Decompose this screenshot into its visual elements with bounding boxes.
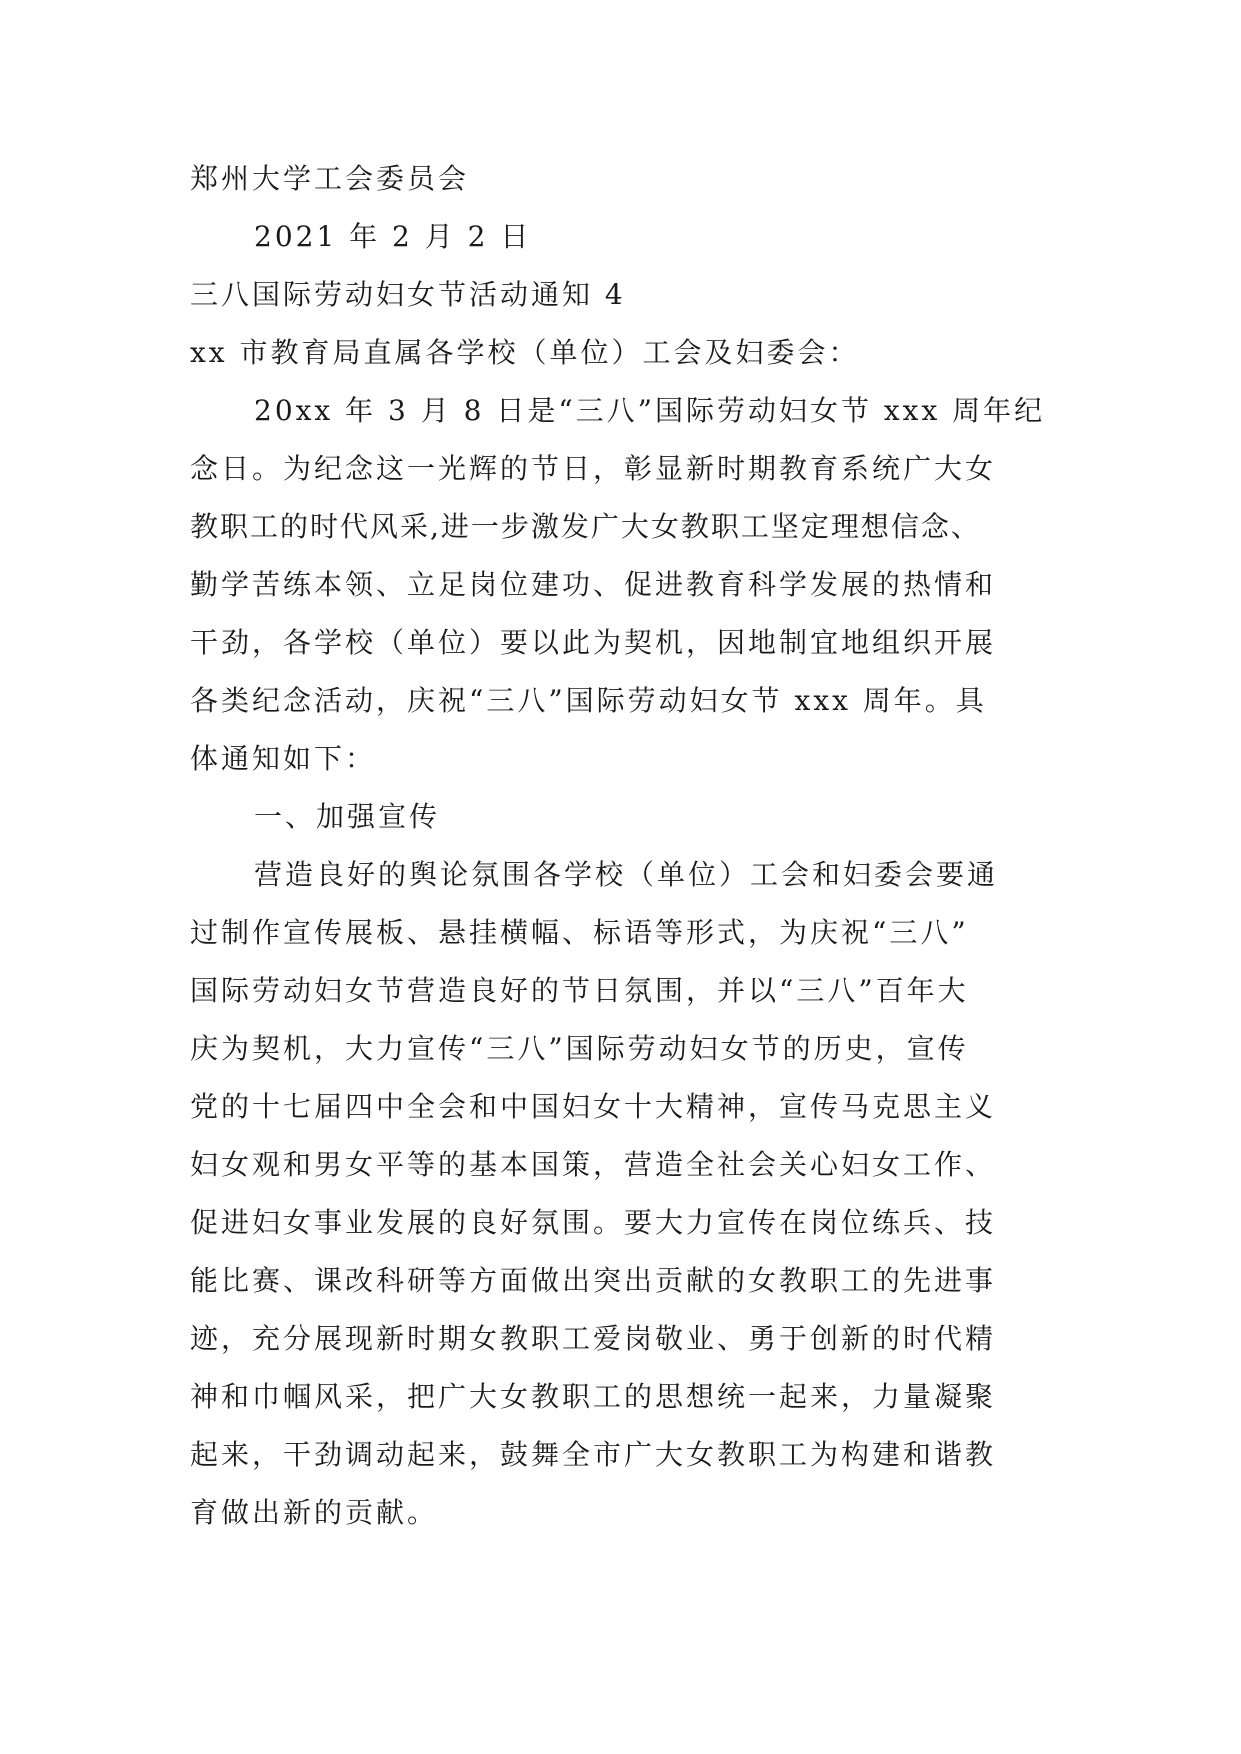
section-one-heading: 一、加强宣传 xyxy=(254,800,441,833)
paragraph-line: 念日。为纪念这一光辉的节日，彰显新时期教育系统广大女 xyxy=(190,452,997,485)
paragraph-line: 勤学苦练本领、立足岗位建功、促进教育科学发展的热情和 xyxy=(190,568,997,601)
addressee-line: xx 市教育局直属各学校（单位）工会及妇委会： xyxy=(190,336,860,369)
paragraph-line: 促进妇女事业发展的良好氛围。要大力宣传在岗位练兵、技 xyxy=(190,1206,997,1239)
paragraph-line: 妇女观和男女平等的基本国策，营造全社会关心妇女工作、 xyxy=(190,1148,997,1181)
paragraph-line: 教职工的时代风采,进一步激发广大女教职工坚定理想信念、 xyxy=(190,510,981,543)
organization-name: 郑州大学工会委员会 xyxy=(190,162,470,195)
notice-title: 三八国际劳动妇女节活动通知 4 xyxy=(190,278,626,311)
paragraph-line: 迹，充分展现新时期女教职工爱岗敬业、勇于创新的时代精 xyxy=(190,1322,997,1355)
paragraph-line: 神和巾帼风采，把广大女教职工的思想统一起来，力量凝聚 xyxy=(190,1380,997,1413)
document-date: 2021 年 2 月 2 日 xyxy=(254,220,532,253)
paragraph-line: 过制作宣传展板、悬挂横幅、标语等形式，为庆祝“三八” xyxy=(190,916,969,949)
document-body xyxy=(190,150,1050,1542)
paragraph-line: 干劲，各学校（单位）要以此为契机，因地制宜地组织开展 xyxy=(190,626,997,659)
paragraph-line: 能比赛、课改科研等方面做出突出贡献的女教职工的先进事 xyxy=(190,1264,997,1297)
paragraph-line: 体通知如下： xyxy=(190,742,377,775)
paragraph-line: 起来，干劲调动起来，鼓舞全市广大女教职工为构建和谐教 xyxy=(190,1438,997,1471)
intro-paragraph xyxy=(190,382,1050,788)
paragraph-line: 国际劳动妇女节营造良好的节日氛围，并以“三八”百年大 xyxy=(190,974,969,1007)
paragraph-line: 庆为契机，大力宣传“三八”国际劳动妇女节的历史，宣传 xyxy=(190,1032,969,1065)
paragraph-line: 各类纪念活动，庆祝“三八”国际劳动妇女节 xxx 周年。具 xyxy=(190,684,987,717)
paragraph-line: 育做出新的贡献。 xyxy=(190,1496,439,1529)
section-one-paragraph xyxy=(190,846,1050,1542)
paragraph-line: 党的十七届四中全会和中国妇女十大精神，宣传马克思主义 xyxy=(190,1090,997,1123)
paragraph-line: 营造良好的舆论氛围各学校（单位）工会和妇委会要通 xyxy=(254,858,999,891)
paragraph-line: 20xx 年 3 月 8 日是“三八”国际劳动妇女节 xxx 周年纪 xyxy=(254,394,1046,427)
